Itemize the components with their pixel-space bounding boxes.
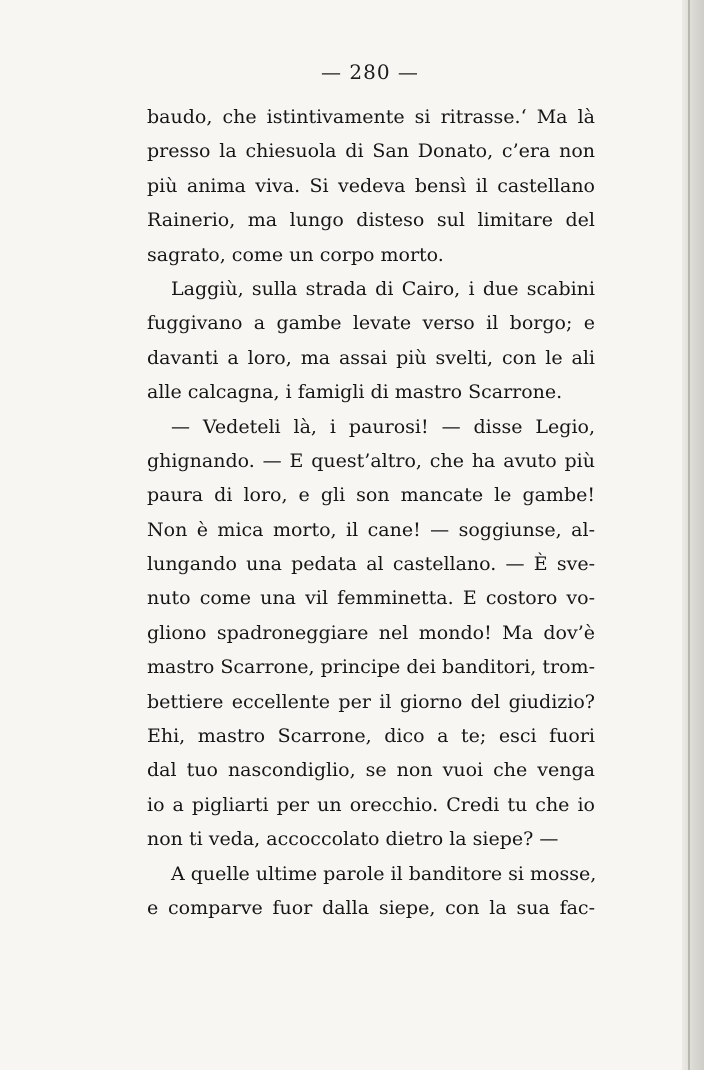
text-line: mastro Scarrone, principe dei banditori, trom- <box>147 656 595 679</box>
paragraph <box>147 100 595 272</box>
text-line: non ti veda, accoccolato dietro la siepe? — <box>147 828 559 851</box>
text-line: lungando una pedata al castellano. — È sve- <box>147 553 595 576</box>
body-text <box>147 100 595 925</box>
text-line: — Vedeteli là, i paurosi! — disse Legio, <box>171 415 595 438</box>
text-line: ghignando. — E quest’altro, che ha avuto più <box>147 449 595 472</box>
page-edge-line <box>688 0 690 1070</box>
page-edge <box>682 0 704 1070</box>
text-line: baudo, che istintivamente si ritrasse.‘ Ma là <box>147 106 595 128</box>
paragraph <box>147 857 595 926</box>
text-line: bettiere eccellente per il giorno del giudizio? <box>147 690 595 713</box>
text-line: Ehi, mastro Scarrone, dico a te; esci fuori <box>147 725 595 748</box>
page-number: — 280 — <box>321 60 419 84</box>
text-line: paura di loro, e gli son mancate le gambe! <box>147 484 595 507</box>
paragraph <box>147 410 595 857</box>
text-line: gliono spadroneggiare nel mondo! Ma dov’è <box>147 621 595 644</box>
text-line: io a pigliarti per un orecchio. Credi tu che io <box>147 793 595 816</box>
text-line: e comparve fuor dalla siepe, con la sua fac- <box>147 896 595 919</box>
text-line: nuto come una vil femminetta. E costoro vo- <box>147 587 595 610</box>
text-line: fuggivano a gambe levate verso il borgo; e <box>147 312 595 335</box>
text-line: dal tuo nascondiglio, se non vuoi che venga <box>147 759 595 782</box>
text-line: A quelle ultime parole il banditore si mosse, <box>171 862 597 885</box>
text-line: Non è mica morto, il cane! — soggiunse, al- <box>147 518 595 541</box>
text-line: davanti a loro, ma assai più svelti, con le ali <box>147 346 595 369</box>
text-line: sagrato, come un corpo morto. <box>147 243 444 266</box>
text-line: presso la chiesuola di San Donato, c’era non <box>147 140 595 163</box>
text-line: Laggiù, sulla strada di Cairo, i due scabini <box>171 277 595 300</box>
text-line: alle calcagna, i famigli di mastro Scarrone. <box>147 381 563 404</box>
paragraph <box>147 272 595 410</box>
text-line: più anima viva. Si vedeva bensì il castellano <box>147 174 595 197</box>
text-line: Rainerio, ma lungo disteso sul limitare del <box>147 209 595 232</box>
